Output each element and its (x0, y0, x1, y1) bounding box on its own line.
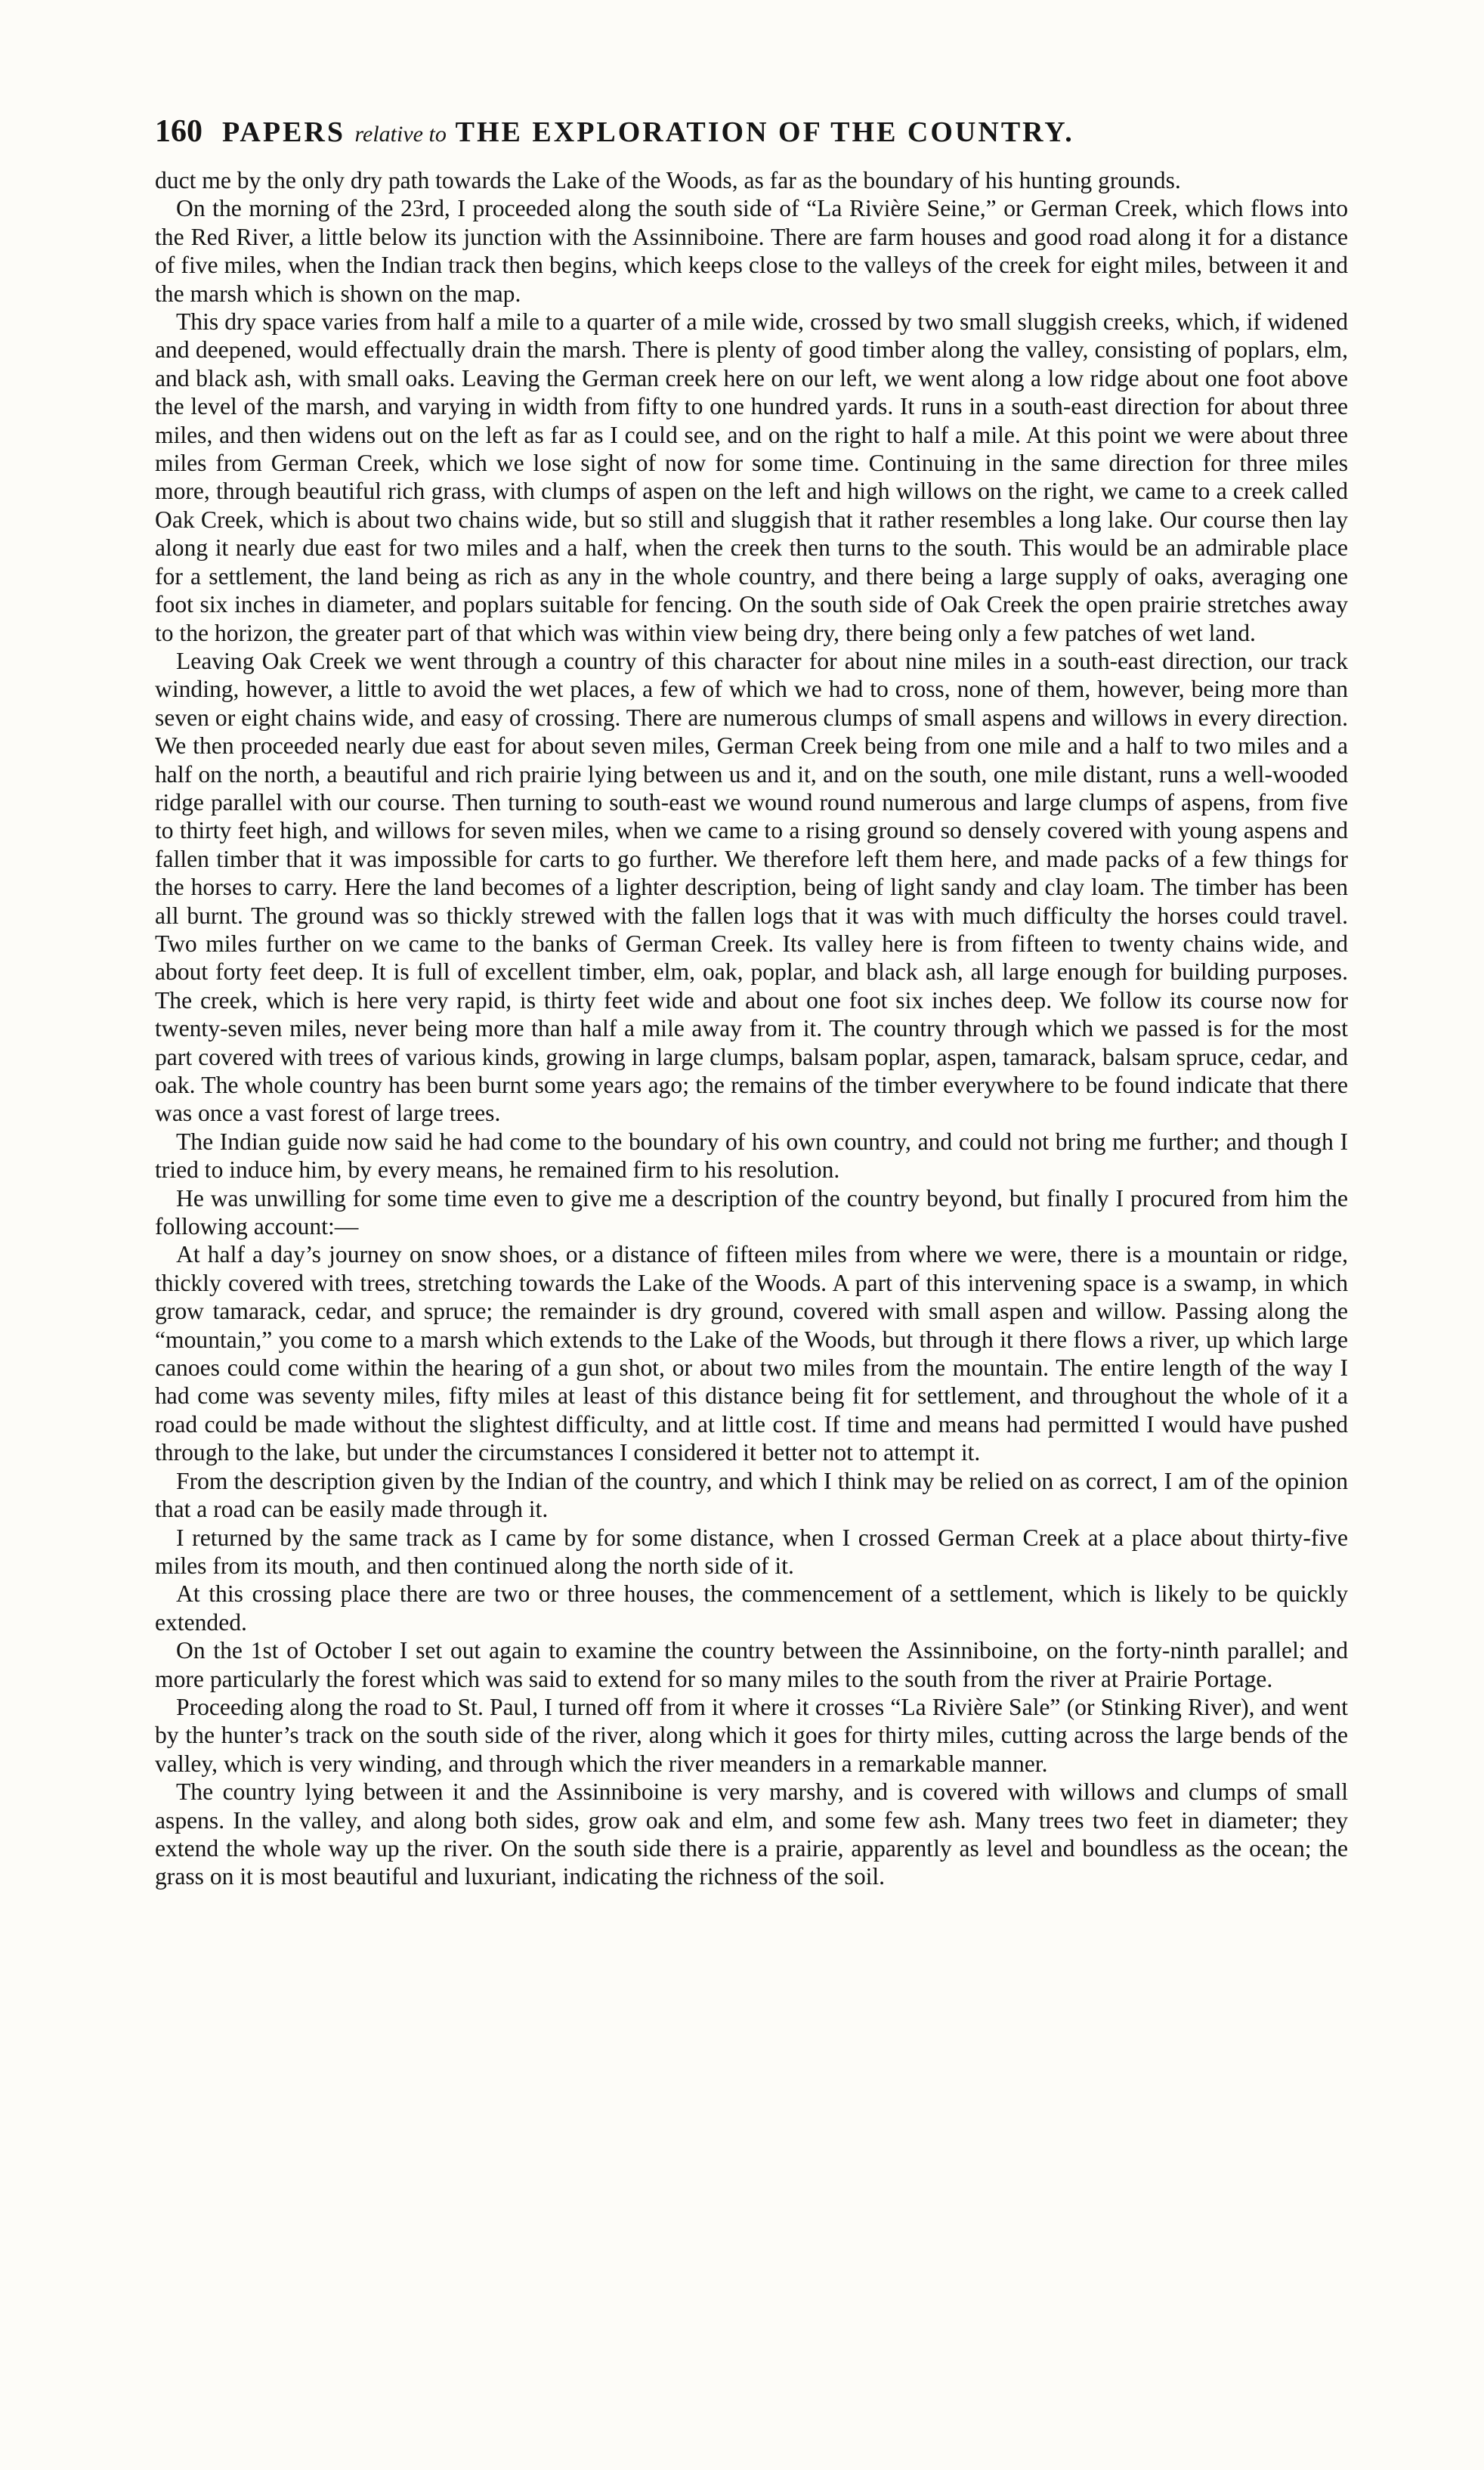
paragraph: At this crossing place there are two or three houses, the commencement of a settlement, which is likely to be quickly extended. (155, 1580, 1348, 1636)
paragraph: duct me by the only dry path towards the Lake of the Woods, as far as the boundary of his hunting grounds. (155, 167, 1181, 193)
running-head-main: THE EXPLORATION OF THE COUNTRY. (455, 116, 1074, 148)
paragraph: The country lying between it and the Assinniboine is very marshy, and is covered with willows and clumps of small aspens. In the valley, and along both sides, grow oak and elm, and some few ash. Many trees two feet in diameter; they extend the whole way up the river. On the south side there is a prairie, apparently as level and boundless as the ocean; the grass on it is most beautiful and luxuriant, indicating the richness of the soil. (155, 1778, 1348, 1890)
body-text (155, 166, 1348, 1891)
paragraph: The Indian guide now said he had come to the boundary of his own country, and could not bring me further; and though I tried to induce him, by every means, he remained firm to his resolution. (155, 1128, 1348, 1184)
page-header (155, 113, 1348, 150)
running-head-prefix: PAPERS (222, 116, 345, 148)
page-number: 160 (155, 114, 203, 149)
paragraph: This dry space varies from half a mile to a quarter of a mile wide, crossed by two small sluggish creeks, which, if widened and deepened, would effectually drain the marsh. There is plenty of good timber along the valley, consisting of poplars, elm, and black ash, with small oaks. Leaving the German creek here on our left, we went along a low ridge about one foot above the level of the marsh, and varying in width from fifty to one hundred yards. It runs in a south-east direction for about three miles, and then widens out on the left as far as I could see, and on the right to half a mile. At this point we were about three miles from German Creek, which we lose sight of now for some time. Continuing in the same direction for three miles more, through beautiful rich grass, with clumps of aspen on the left and high willows on the right, we came to a creek called Oak Creek, which is about two chains wide, but so still and sluggish that it rather resembles a long lake. Our course then lay along it nearly due east for two miles and a half, when the creek then turns to the south. This would be an admirable place for a settlement, the land being as rich as any in the whole country, and there being a large supply of oaks, averaging one foot six inches in diameter, and poplars suitable for fencing. On the south side of Oak Creek the open prairie stretches away to the horizon, the greater part of that which was within view being dry, there being only a few patches of wet land. (155, 308, 1348, 646)
paragraph: At half a day’s journey on snow shoes, or a distance of fifteen miles from where we were, there is a mountain or ridge, thickly covered with trees, stretching towards the Lake of the Woods. A part of this intervening space is a swamp, in which grow tamarack, cedar, and spruce; the remainder is dry ground, covered with small aspen and willow. Passing along the “mountain,” you come to a marsh which extends to the Lake of the Woods, but through it there flows a river, up which large canoes could come within the hearing of a gun shot, or about two miles from the mountain. The entire length of the way I had come was seventy miles, fifty miles at least of this distance being fit for settlement, and throughout the whole of it a road could be made without the slightest difficulty, and at little cost. If time and means had permitted I would have pushed through to the lake, but under the circumstances I considered it better not to attempt it. (155, 1241, 1348, 1466)
running-head-relative: relative to (354, 122, 447, 147)
running-head (222, 116, 1074, 149)
paragraph: He was unwilling for some time even to give me a description of the country beyond, but finally I procured from him the following account:— (155, 1184, 1348, 1240)
paragraph: On the morning of the 23rd, I proceeded along the south side of “La Rivière Seine,” or German Creek, which flows into the Red River, a little below its junction with the Assinniboine. There are farm houses and good road along it for a distance of five miles, when the Indian track then begins, which keeps close to the valleys of the creek for eight miles, between it and the marsh which is shown on the map. (155, 195, 1348, 307)
paragraph: On the 1st of October I set out again to examine the country between the Assinniboine, on the forty-ninth parallel; and more particularly the forest which was said to extend for so many miles to the south from the river at Prairie Portage. (155, 1637, 1348, 1692)
paragraph: Leaving Oak Creek we went through a country of this character for about nine miles in a south-east direction, our track winding, however, a little to avoid the wet places, a few of which we had to cross, none of them, however, being more than seven or eight chains wide, and easy of crossing. There are numerous clumps of small aspens and willows in every direction. We then proceeded nearly due east for about seven miles, German Creek being from one mile and a half to two miles and a half on the north, a beautiful and rich prairie lying between us and it, and on the south, one mile distant, runs a well-wooded ridge parallel with our course. Then turning to south-east we wound round numerous and large clumps of aspens, from five to thirty feet high, and willows for seven miles, when we came to a rising ground so densely covered with young aspens and fallen timber that it was impossible for carts to go further. We therefore left them here, and made packs of a few things for the horses to carry. Here the land becomes of a lighter description, being of light sandy and clay loam. The timber has been all burnt. The ground was so thickly strewed with the fallen logs that it was with much difficulty the horses could travel. Two miles further on we came to the banks of German Creek. Its valley here is from fifteen to twenty chains wide, and about forty feet deep. It is full of excellent timber, elm, oak, poplar, and black ash, all large enough for building purposes. The creek, which is here very rapid, is thirty feet wide and about one foot six inches deep. We follow its course now for twenty-seven miles, never being more than half a mile away from it. The country through which we passed is for the most part covered with trees of various kinds, growing in large clumps, balsam poplar, aspen, tamarack, balsam spruce, cedar, and oak. The whole country has been burnt some years ago; the remains of the timber everywhere to be found indicate that there was once a vast forest of large trees. (155, 647, 1348, 1127)
paragraph: I returned by the same track as I came by for some distance, when I crossed German Creek at a place about thirty-five miles from its mouth, and then continued along the north side of it. (155, 1524, 1348, 1579)
paragraph: Proceeding along the road to St. Paul, I turned off from it where it crosses “La Rivière Sale” (or Stinking River), and went by the hunter’s track on the south side of the river, along which it goes for thirty miles, cutting across the large bends of the valley, which is very winding, and through which the river meanders in a remarkable manner. (155, 1693, 1348, 1777)
paragraph: From the description given by the Indian of the country, and which I think may be relied on as correct, I am of the opinion that a road can be easily made through it. (155, 1467, 1348, 1523)
